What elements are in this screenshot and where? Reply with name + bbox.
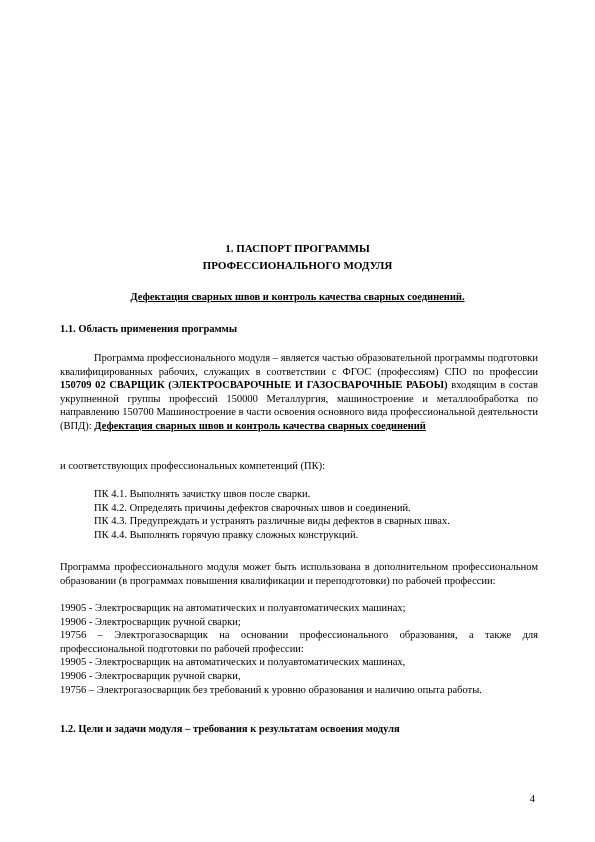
profession-item: 19756 – Электрогазосварщик без требований к уровню образования и наличию опыта работы.	[60, 684, 482, 696]
intro-text-b: входящим в состав укрупненной группы профессий 150000 Металлургия, машиностроение и металлообработка по направлению 150700 Машиностроение в части освоения основного вида профессиональной деятельности (ВПД):	[60, 380, 538, 432]
module-subtitle: Дефектация сварных швов и контроль качества сварных соединений.	[130, 292, 465, 303]
competencies-intro: и соответствующих профессиональных компетенций (ПК):	[60, 461, 326, 472]
competency-item: ПК 4.3. Предупреждать и устранять различные виды дефектов в сварных швах.	[94, 516, 450, 528]
competency-item: ПК 4.2. Определять причины дефектов сварочных швов и соединений.	[94, 502, 411, 514]
usage-paragraph: Программа профессионального модуля может быть использована в дополнительном профессиональном образовании (в программах повышения квалификации и переподготовки) по рабочей профессии:	[60, 562, 538, 587]
profession-item: 19756 – Электрогазосварщик на основании профессионального образования, а также для профессиональной подготовки по рабочей профессии:	[60, 630, 538, 655]
competency-item: ПК 4.1. Выполнять зачистку швов после сварки.	[94, 489, 311, 500]
section-heading-1-2: 1.2. Цели и задачи модуля – требования к результатам освоения модуля	[60, 724, 400, 735]
intro-text-a: Программа профессионального модуля – является частью образовательной программы подготовки квалифицированных рабочих, служащих в соответствии с ФГОС (профессиям) СПО по профессии	[60, 353, 538, 378]
profession-code-bold: 150709 02 СВАРЩИК (ЭЛЕКТРОСВАРОЧНЫЕ И ГАЗОСВАРОЧНЫЕ РАБОЫ)	[60, 380, 448, 392]
profession-list	[60, 602, 538, 697]
intro-paragraph	[60, 352, 538, 434]
competency-item: ПК 4.4. Выполнять горячую правку сложных конструкций.	[94, 529, 359, 541]
chapter-title-line-1: 1. ПАСПОРТ ПРОГРАММЫ	[225, 243, 370, 255]
profession-item: 19905 - Электросварщик на автоматических и полуавтоматических машинах;	[60, 603, 406, 614]
page-number: 4	[529, 794, 535, 805]
activity-type-bold: Дефектация сварных швов и контроль качества сварных соединений	[94, 420, 426, 432]
chapter-title-line-2: ПРОФЕССИОНАЛЬНОГО МОДУЛЯ	[202, 260, 393, 272]
profession-item: 19906 - Электросварщик ручной сварки,	[60, 670, 241, 682]
profession-item: 19906 - Электросварщик ручной сварки;	[60, 616, 241, 628]
section-heading-1-1: 1.1. Область применения программы	[60, 324, 238, 335]
profession-item: 19905 - Электросварщик на автоматических и полуавтоматических машинах,	[60, 657, 406, 669]
competency-list	[94, 488, 450, 542]
